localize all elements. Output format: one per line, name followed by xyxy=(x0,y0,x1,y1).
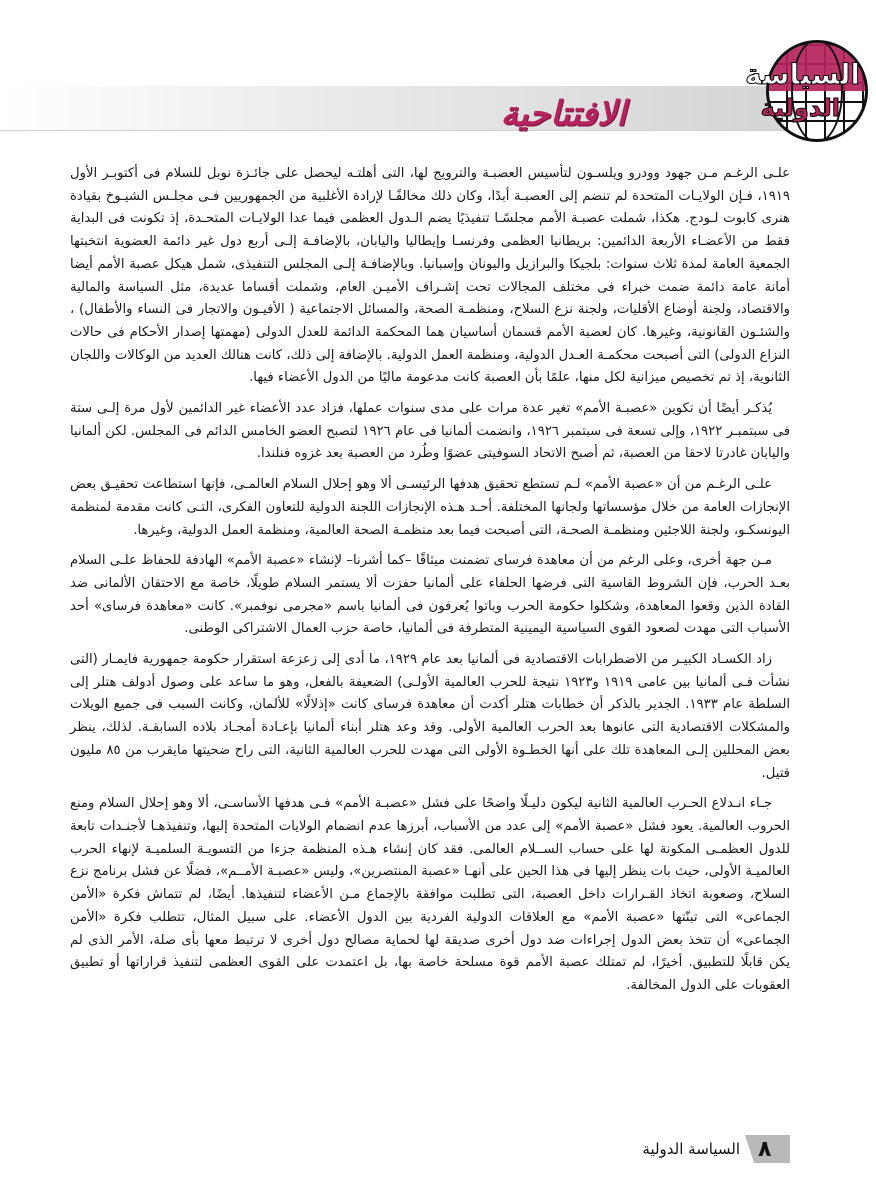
article-body xyxy=(70,163,790,1006)
section-title: الافتتاحية xyxy=(500,94,626,134)
logo-title-line1: السياسة xyxy=(744,58,860,91)
page-number: ٨ xyxy=(758,1137,772,1162)
magazine-logo xyxy=(744,40,868,140)
paragraph: علـى الرغـم من أن «عصبة الأمم» لـم تستطع تحقيق هدفها الرئيسـى ألا وهو إحلال السلام العالمـى، فإنها استطاعت تحقيـق بعض الإنجازات العامة من خلال مؤسساتها ولجانها المختلفة. أحـد هـذه الإنجازات اللجنة الدولية للتعاون الفكرى، التـى كانت مقدمة لمنظمة اليونسكـو، ولجنة اللاجئين ومنظمـة الصحـة، التى أصبحت فيما بعد منظمـة الصحة العالمية، ومنظمة العمل الدولية، وغيرها. xyxy=(70,477,790,538)
page-header xyxy=(0,0,876,150)
page-footer xyxy=(0,1135,876,1175)
paragraph: جـاء انـدلاع الحـرب العالمية الثانية ليكون دليـلًا واضحًا على فشل «عصبـة الأمم» فـى هدفها الأساسـى، ألا وهو إحلال السلام ومنع الحروب العالمية. يعود فشل «عصبة الأمم» إلى عدد من الأسباب، أبرزها عدم انضمام الولايات المتحدة إليها، وتنفيذهـا لأجنـدات تابعة للدول العظمـى المكونة لها على حساب الســلام العالمى. فقد كان إنشاء هـذه المنظمة جزءا من التسويـة السلميـة لإنهاء الحرب العالميـة الأولى، حيث بات ينظر إليها فى هذا الحين على أنهـا «عصبة المنتصرين»، وليس «عصبـة الأمــم»، فضلًا عن فشل برنامج نزع السلاح، وصعوبة اتخاذ القـرارات داخل العصبة، التى تطلبت موافقة بالإجماع مـن الأعضاء لتنفيذها. أيضًا، لم تتماش فكرة «الأمن الجماعى» التى تبنّتها «عصبة الأمم» مع العلاقات الدولية الفردية بين الدول الأعضاء. على سبيل المثال، تتطلب فكرة «الأمن الجماعى» أن تتخذ بعض الدول إجراءات ضد دول أخرى صديقة لها لحماية مصالح دول أخرى لا ترتبط معها بأى صلة، الأمر الذى لم يكن قابلًا للتطبيق. أخيرًا، لم تمتلك عصبة الأمم قوة مسلحة خاصة بها، بل اعتمدت على القوى العظمى لتنفيذ قراراتها أو تطبيق العقوبات على الدول المخالفة. xyxy=(70,796,790,993)
logo-title-line2: الدولية xyxy=(760,94,840,122)
globe-icon xyxy=(766,40,868,142)
paragraph: زاد الكسـاد الكبيـر من الاضطرابات الاقتصادية فى ألمانيا بعد عام ١٩٢٩، ما أدى إلى زعزعة استقرار حكومة جمهورية فايمـار (التى نشأت فـى ألمانيا بين عامى ١٩١٩ و١٩٢٣ نتيجة للحرب العالمية الأولـى) الضعيفة بالفعل، وهو ما ساعد على وصول أدولف هتلر إلى السلطة عام ١٩٣٣. الجدير بالذكر أن خطابات هتلر أكدت أن معاهدة فرساى كانت «إذلالًا» للألمان، وكانت السبب فى جميع الويلات والمشكلات الاقتصادية التى عانوها بعد الحرب العالمية الأولى. وقد وعد هتلر أبناء ألمانيا بإعـادة أمجـاد بلاده السابقـة. لذلك، ينظر بعض المحللين إلـى المعاهدة تلك على أنها الخطـوة الأولى التى مهدت للحرب العالمية الثانية، التى راح ضحيتها مايقرب من ٨٥ مليون قتيل. xyxy=(70,652,791,781)
paragraph: يُذكـر أيضًا أن تكوين «عصبـة الأمم» تغير عدة مرات على مدى سنوات عملها، فزاد عدد الأعضاء غير الدائمين لأول مرة إلـى ستة فى سبتمبـر ١٩٢٢، وإلى تسعة فى سبتمبر ١٩٢٦، وانضمت ألمانيا فى عام ١٩٢٦ لتصبح العضو الخامس الدائم فى المجلس. لكن ألمانيا واليابان غادرتا لاحقا من العصبة، ثم أصبح الاتحاد السوفيتى عضوًا وطُرد من العصبة بعد غزوه فنلندا. xyxy=(70,401,791,462)
footer-label: السياسة الدولية xyxy=(642,1140,740,1158)
paragraph: مـن جهة أخرى، وعلى الرغم من أن معاهدة فرساى تضمنت ميثاقًا –كما أشرنا– لإنشاء «عصبة الأمم» الهادفة للحفاظ علـى السلام بعـد الحرب، فإن الشروط القاسية التى فرضها الحلفاء على ألمانيا حفزت ألا يستمر السلام طويلًا، خاصة مع الاحتقان الألمانى ضد القادة الذين وقعوا المعاهدة، وشكلوا حكومة الحرب وباتوا يُعرفون فى ألمانيا باسم «مجرمى نوفمبر». كانت «معاهدة فرساى» أحد الأسباب التى مهدت لصعود القوى السياسية اليمينية المتطرفة فى ألمانيا، خاصة حزب العمال الاشتراكى الوطنى. xyxy=(70,553,790,637)
paragraph: علـى الرغـم مـن جهود وودرو ويلسـون لتأسيس العصبـة والترويج لها، التى أهلتـه ليحصل على جائـزة نوبل للسلام فى أكتوبـر الأول ١٩١٩، فـإن الولايـات المتحدة لم تنضم إلى العصبـة أبدًا، وكان ذلك مخالفًـا لإرادة الأغلبية من الجمهوريين فـى مجلـس الشيـوخ بقيادة هنرى كابوت لـودج. هكذا، شملت عصبـة الأمم مجلسًـا تنفيذيًا يضم الـدول العظمى فيما عدا الولايـات المتحـدة، إذ تكونت فى البداية فقط من الأعضـاء الأربعة الدائمين: بريطانيا العظمى وفرنسـا وإيطاليا واليابان، بالإضافـة إلـى أربع دول غير دائمة العضوية انتخبتها الجمعية العامة لمدة ثلاث سنوات: بلجيكا والبرازيل واليونان وإسبانيا. وبالإضافـة إلـى المجلس التنفيذى، شمل هيكل عصبة الأمم أيضا أمانة عامة دائمة ضمت خبراء فى مختلف المجالات تحت إشـراف الأميـن العام، وشملت أقساما عديدة، مثل السياسة والمالية والاقتصاد، ولجنة أوضاع الأقليات، ولجنة نزع السلاح، ومنظمـة الصحة، والمسائل الاجتماعية ( الأفيـون والاتجار فى النساء والأطفال) ، والشئـون القانونية، وغيرها. كان لعصبة الأمم قسمان أساسيان هما المحكمة الدائمة للعدل الدولى (مهمتها إصدار الأحكام فى حالات النزاع الدولى) التى أصبحت محكمـة العـدل الدولية، ومنظمة العمل الدولية. بالإضافة إلى ذلك، كانت هنالك العديد من الوكالات واللجان الثانوية، إذ تم تخصيص ميزانية لكل منها، علمًا بأن العصبة كانت مدعومة ماليًا من الدول الأعضاء فيها. xyxy=(70,166,790,386)
header-bar xyxy=(0,86,848,131)
